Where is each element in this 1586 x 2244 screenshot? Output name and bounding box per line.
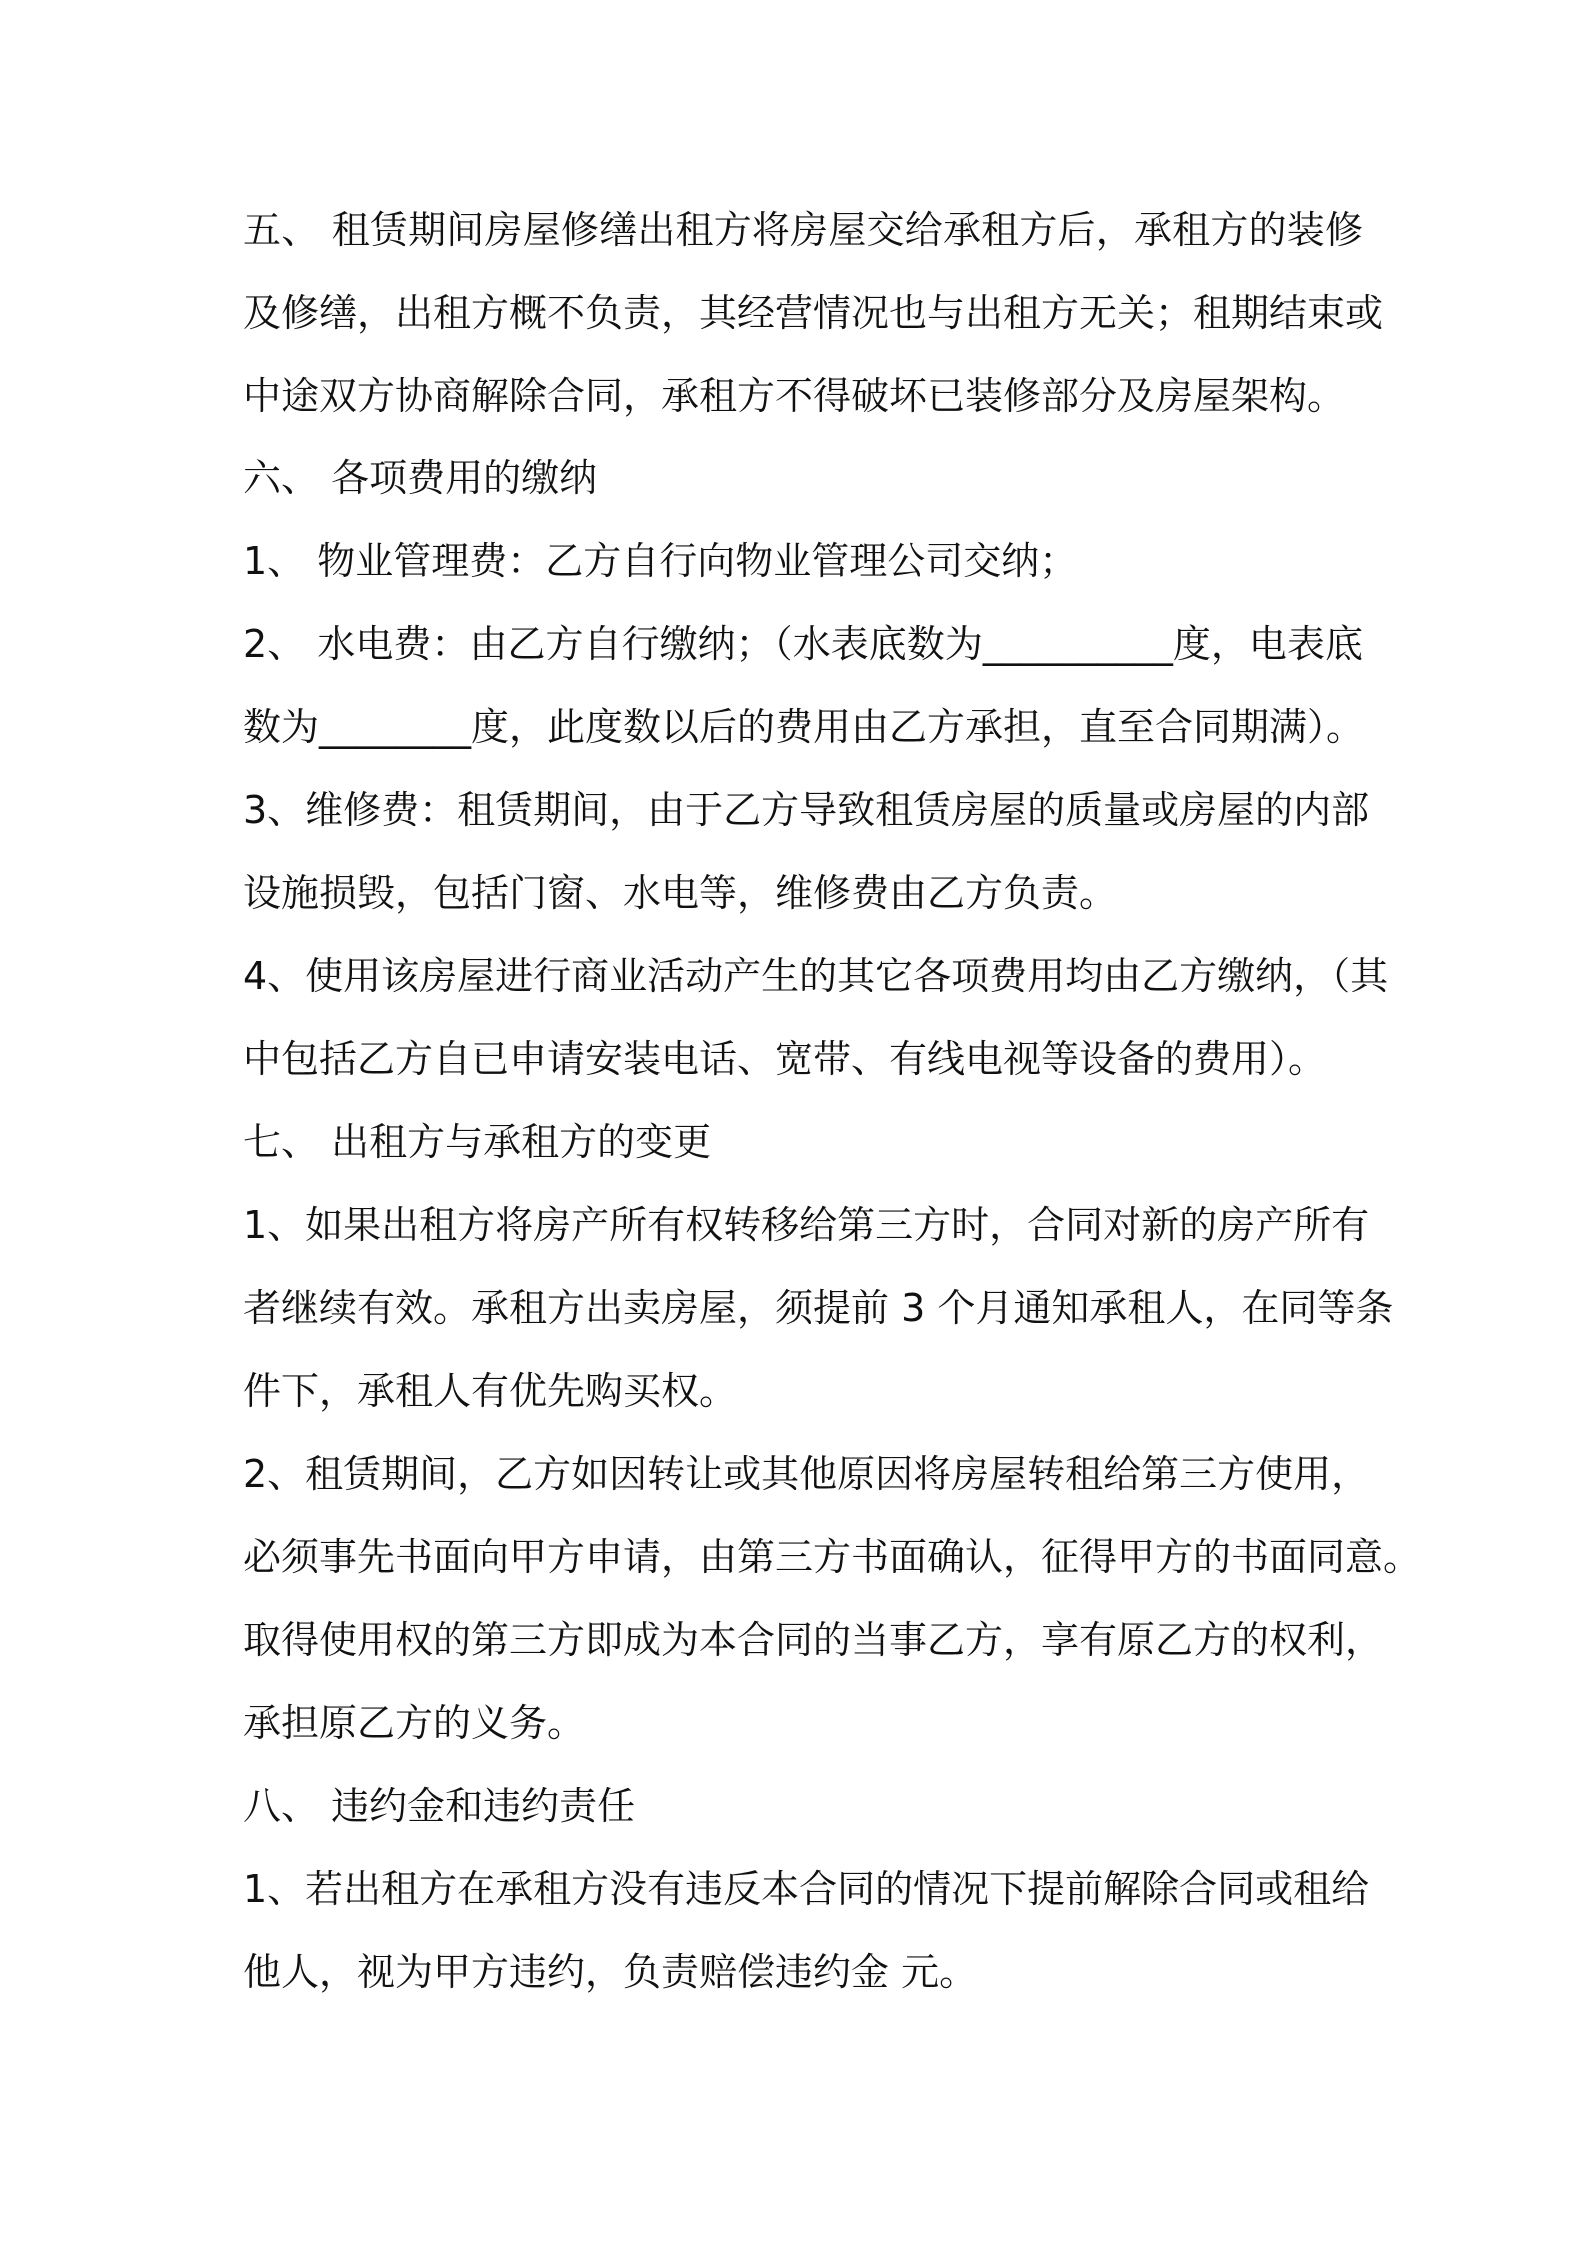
text-line: 必须事先书面向甲方申请，由第三方书面确认，征得甲方的书面同意。 (243, 1535, 1422, 1579)
section-heading: 七、 出租方与承租方的变更 (243, 1120, 712, 1164)
text-line: 五、 租赁期间房屋修缮出租方将房屋交给承租方后，承租方的装修 (243, 208, 1363, 252)
text-line: 4、使用该房屋进行商业活动产生的其它各项费用均由乙方缴纳，（其 (243, 954, 1389, 998)
text-line: 3、维修费：租赁期间，由于乙方导致租赁房屋的质量或房屋的内部 (243, 788, 1370, 832)
text-line: 1、若出租方在承租方没有违反本合同的情况下提前解除合同或租给 (243, 1867, 1370, 1911)
text-line: 承担原乙方的义务。 (243, 1701, 586, 1745)
text-line: 中途双方协商解除合同，承租方不得破坏已装修部分及房屋架构。 (243, 374, 1346, 418)
text-line: 2、 水电费：由乙方自行缴纳；（水表底数为__________度，电表底 (243, 622, 1363, 666)
text-line: 2、租赁期间，乙方如因转让或其他原因将房屋转租给第三方使用， (243, 1452, 1370, 1496)
text-line: 件下，承租人有优先购买权。 (243, 1369, 738, 1413)
section-heading: 六、 各项费用的缴纳 (243, 456, 598, 500)
text-line: 1、 物业管理费：乙方自行向物业管理公司交纳； (243, 539, 1078, 583)
text-line: 取得使用权的第三方即成为本合同的当事乙方，享有原乙方的权利， (243, 1618, 1384, 1662)
text-line: 及修缮，出租方概不负责，其经营情况也与出租方无关；租期结束或 (243, 291, 1384, 335)
text-line: 设施损毁，包括门窗、水电等，维修费由乙方负责。 (243, 871, 1118, 915)
text-line: 他人，视为甲方违约，负责赔偿违约金 元。 (243, 1950, 978, 1994)
text-line: 数为________度，此度数以后的费用由乙方承担，直至合同期满）。 (243, 705, 1365, 749)
text-line: 1、如果出租方将房产所有权转移给第三方时，合同对新的房产所有 (243, 1203, 1370, 1247)
section-heading: 八、 违约金和违约责任 (243, 1784, 636, 1828)
text-line: 者继续有效。承租方出卖房屋，须提前 3 个月通知承租人，在同等条 (243, 1286, 1394, 1330)
text-line: 中包括乙方自已申请安装电话、宽带、有线电视等设备的费用）。 (243, 1037, 1327, 1081)
